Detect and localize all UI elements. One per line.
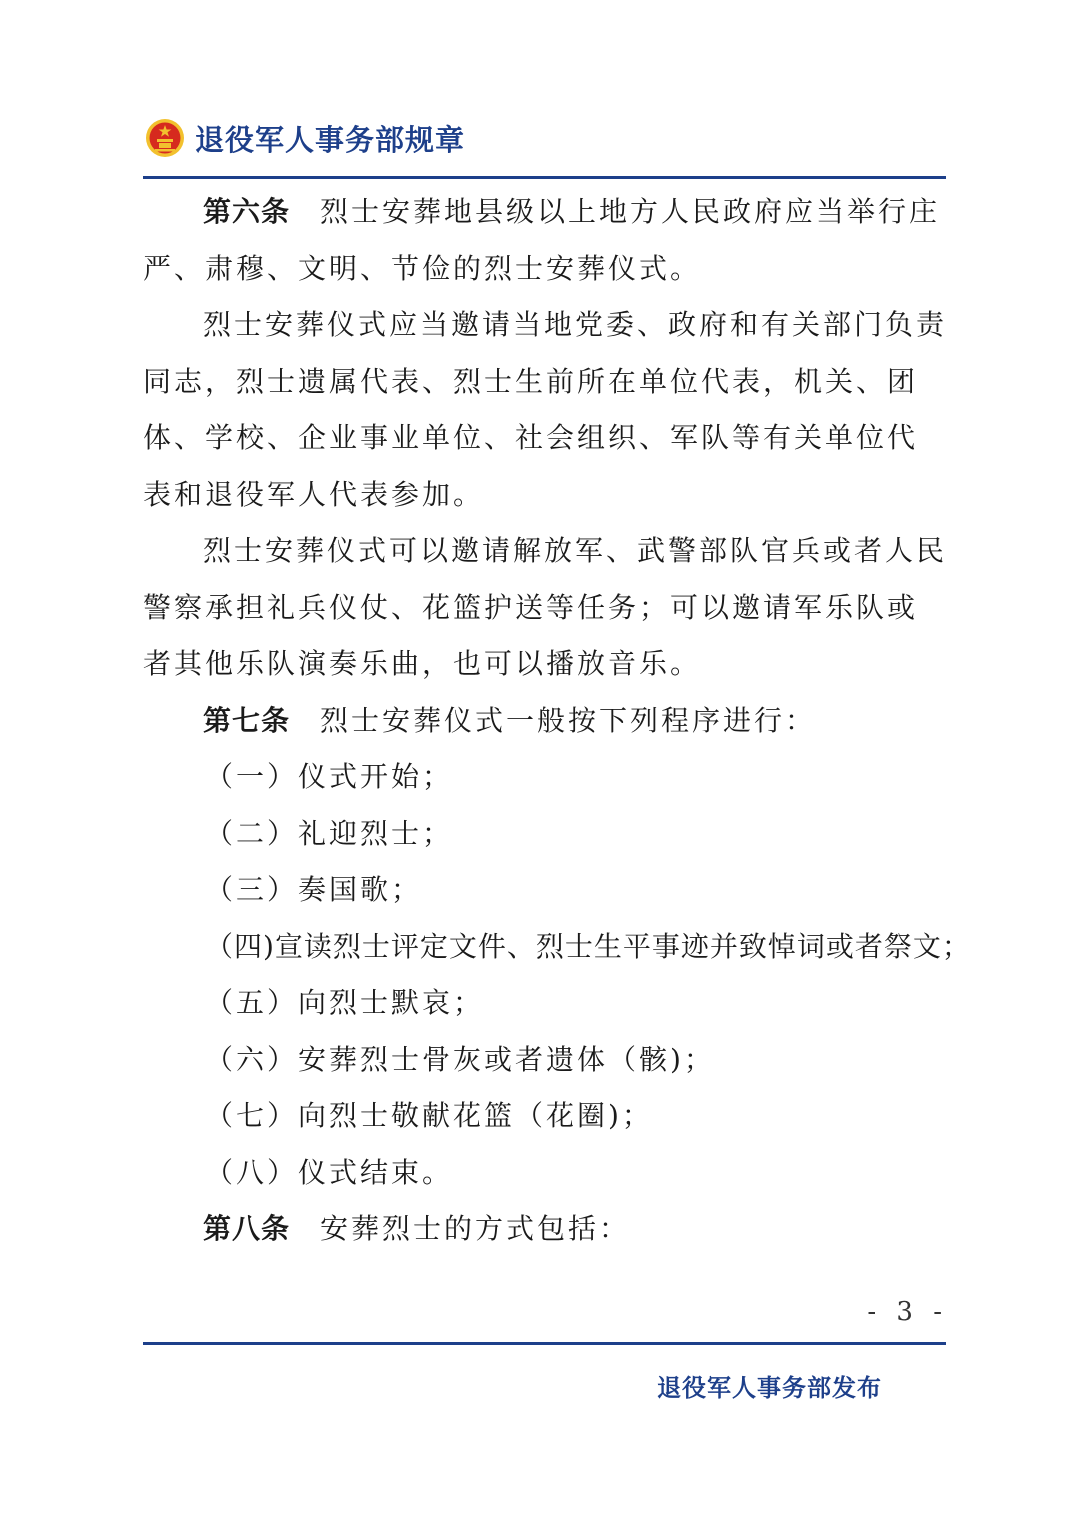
article-8-intro: 安葬烈士的方式包括： [320,1212,631,1245]
footer-publisher: 退役军人事务部发布 [657,1374,882,1402]
procedure-item-3: （三）奏国歌； [205,873,423,906]
procedure-item-2: （二）礼迎烈士； [205,816,454,850]
article-6-label: 第六条 [203,195,291,228]
procedure-item-7: （七）向烈士敬献花篮（花圈)； [205,1099,653,1132]
procedure-item-4: （四)宣读烈士评定文件、烈士生平事迹并致悼词或者祭文； [205,929,971,963]
page-number: - 3 - [867,1297,948,1327]
national-emblem-icon [145,118,185,158]
header-divider [143,176,946,179]
article-6-paragraph-3: 烈士安葬仪式可以邀请解放军、武警部队官兵或者人民警察承担礼兵仪仗、花篮护送等任务；可以邀请军乐队或者其他乐队演奏乐曲，也可以播放音乐。 [143,534,948,680]
article-8-label: 第八条 [203,1212,291,1245]
page-header [145,112,465,164]
procedure-item-6: （六）安葬烈士骨灰或者遗体（骸)； [205,1042,715,1076]
article-8-paragraph [143,1201,948,1258]
footer-divider [143,1342,946,1345]
header-title: 退役军人事务部规章 [195,122,466,157]
article-7-label: 第七条 [203,703,291,737]
article-6-paragraph-2: 烈士安葬仪式应当邀请当地党委、政府和有关部门负责同志，烈士遗属代表、烈士生前所在单位代表，机关、团体、学校、企业事业单位、社会组织、军队等有关单位代表和退役军人代表参加。 [143,308,948,511]
procedure-item-5: （五）向烈士默哀； [205,986,485,1019]
article-7-paragraph [143,693,948,750]
procedure-item-1: （一）仪式开始； [205,760,454,793]
document-body [143,184,971,1258]
article-6-paragraph-1 [143,184,948,297]
procedure-item-8: （八）仪式结束。 [205,1155,454,1189]
article-7-intro: 烈士安葬仪式一般按下列程序进行： [320,703,817,737]
article-6-text-1: 烈士安葬地县级以上地方人民政府应当举行庄严、肃穆、文明、节俭的烈士安葬仪式。 [143,195,941,285]
